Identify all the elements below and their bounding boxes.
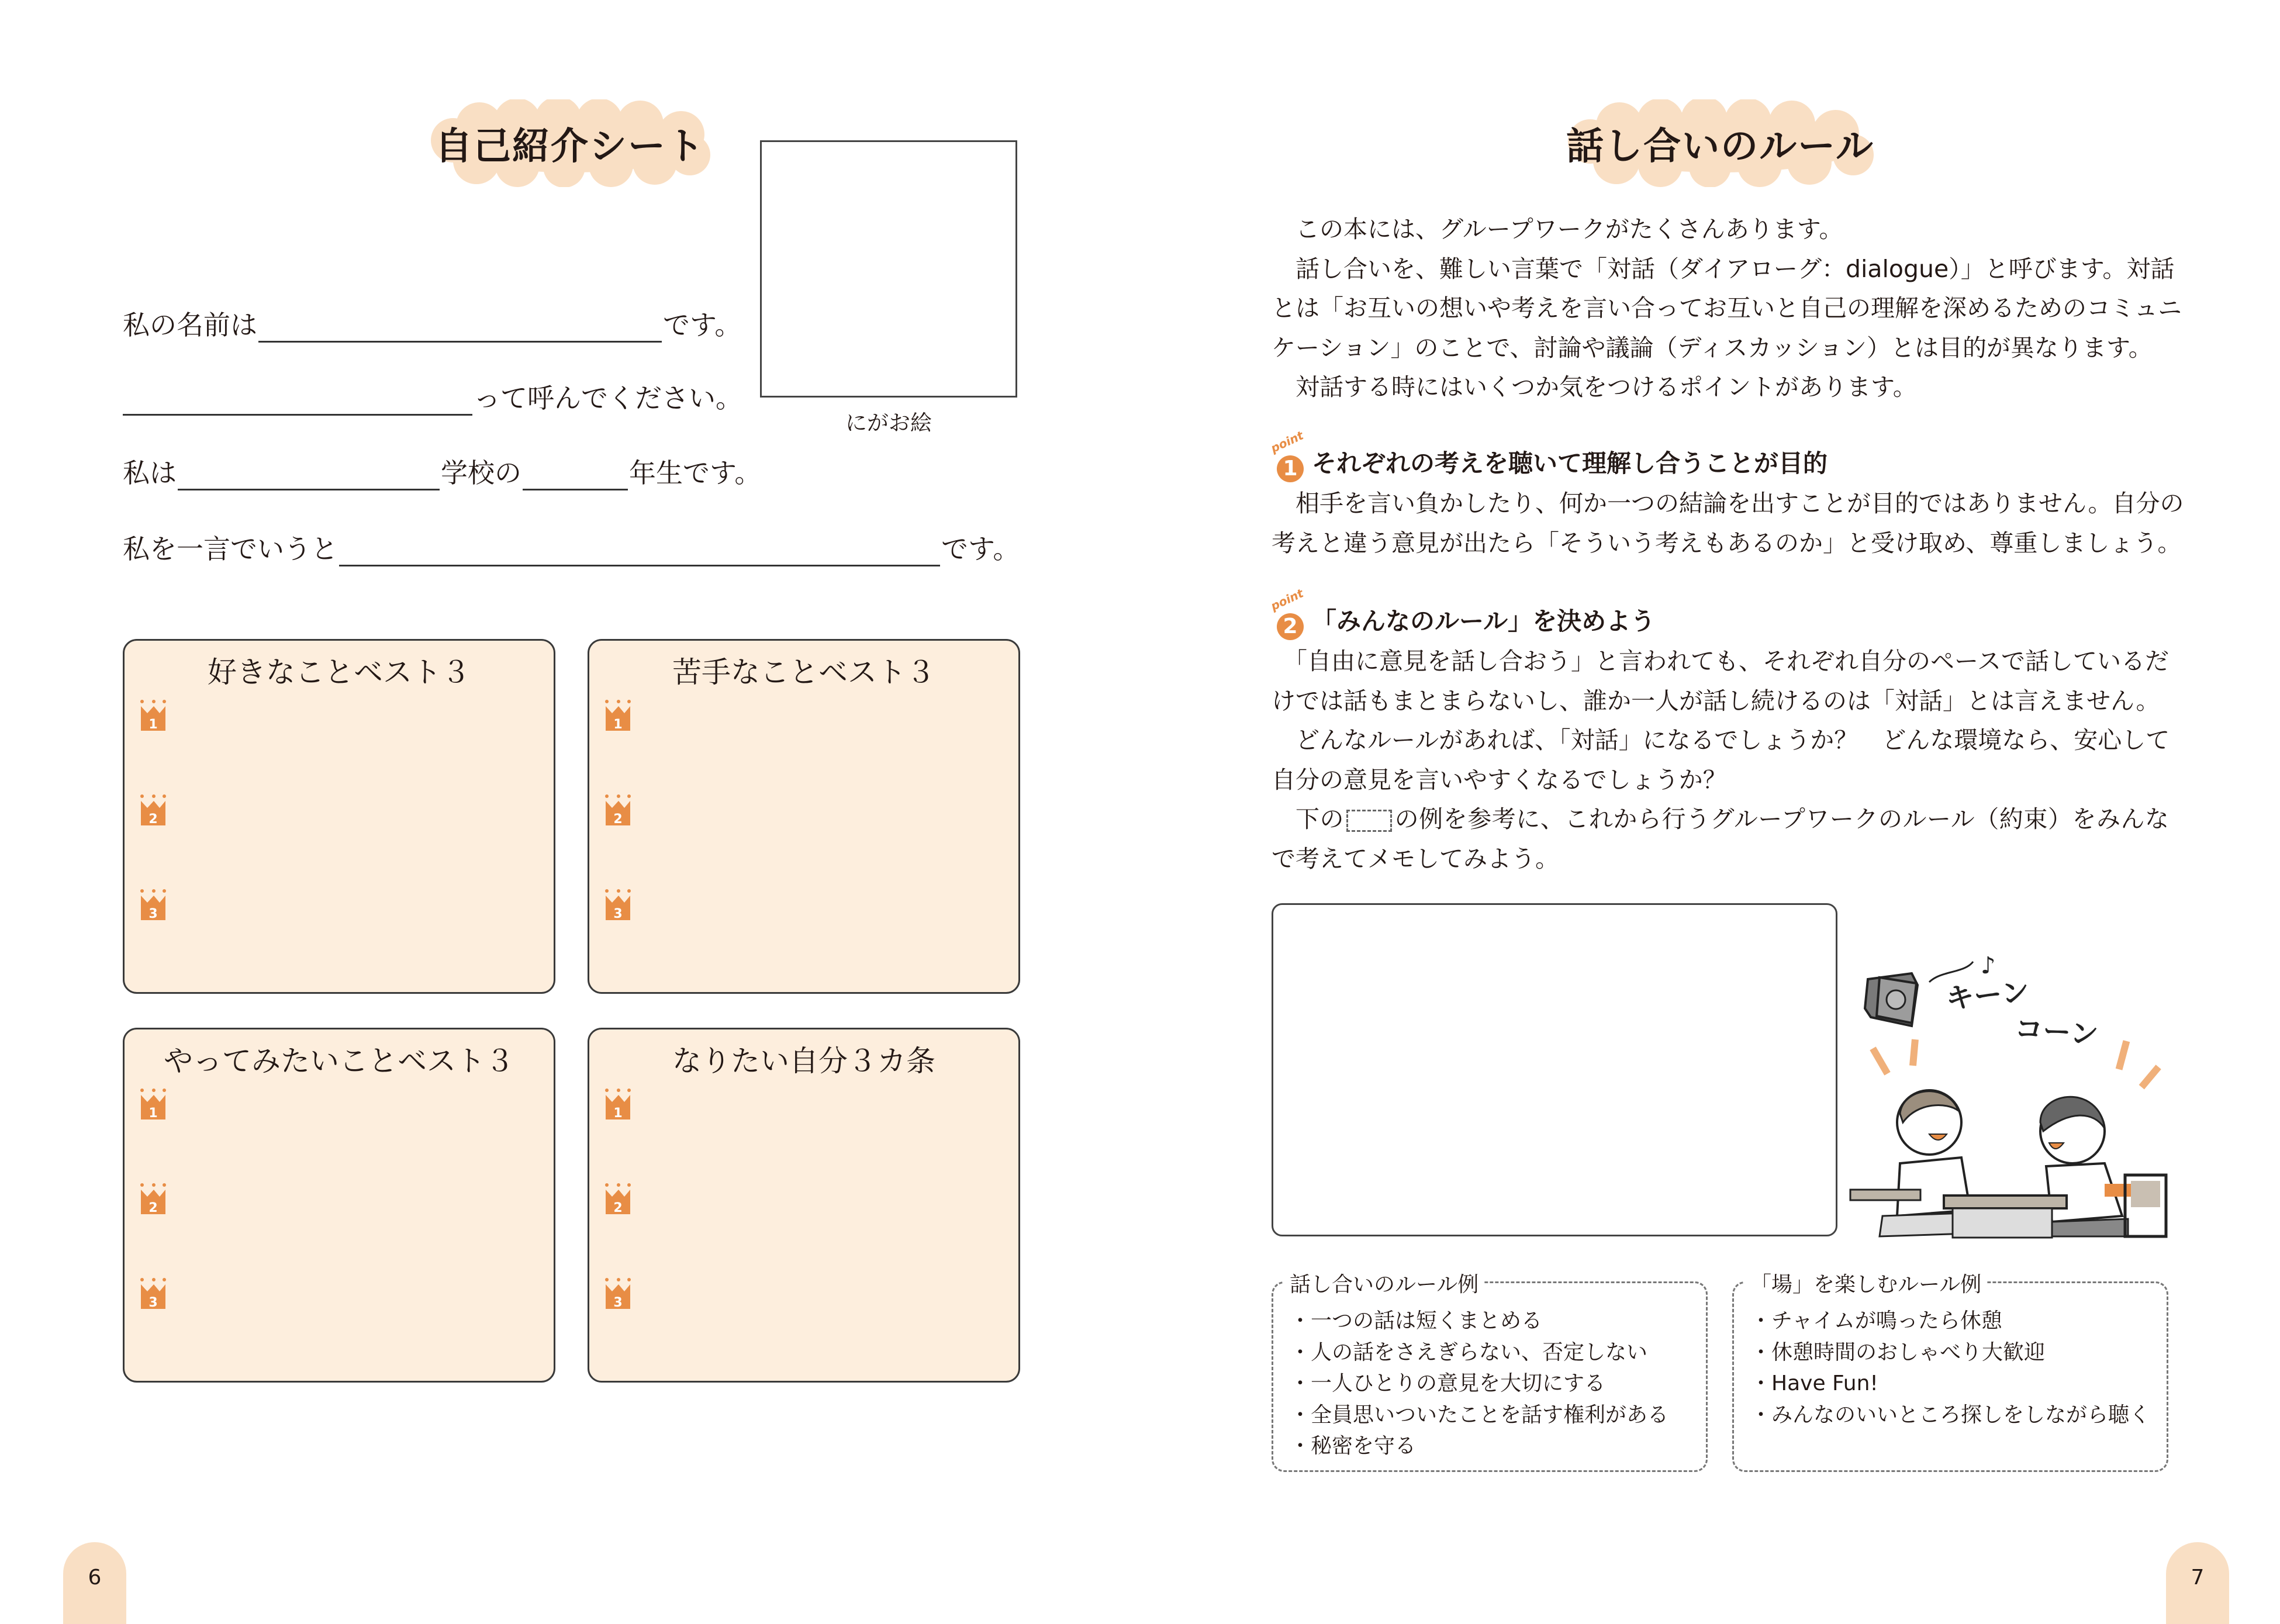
crown-rank-icon xyxy=(137,889,170,921)
svg-text:2: 2 xyxy=(613,1201,623,1215)
point-2-body xyxy=(1272,642,2169,879)
rule-item: ・ Have Fun! xyxy=(1750,1368,2150,1400)
svg-text:1: 1 xyxy=(613,1106,623,1121)
school-middle: 学校の xyxy=(441,457,521,489)
point-2-icon: point 2 xyxy=(1274,599,1307,640)
rule-item: ・ 一つの話は短くまとめる xyxy=(1290,1305,1668,1337)
rule-list xyxy=(1750,1305,2150,1430)
svg-text:2: 2 xyxy=(148,812,158,827)
crown-rank-icon xyxy=(602,699,635,732)
sound-text-2: コーン xyxy=(2013,1012,2100,1052)
grade-suffix: 年生です。 xyxy=(629,457,762,489)
dashed-box-icon xyxy=(1346,810,1392,832)
point-1-heading xyxy=(1268,428,1828,482)
point-heading-text: それぞれの考えを聴いて理解し合うことが目的 xyxy=(1312,449,1828,478)
body-line: けでは話もまとまらないし、誰か一人が話し続けるのは「対話」とは言えません。 xyxy=(1272,686,2160,715)
svg-text:3: 3 xyxy=(148,1295,158,1310)
rule-box-title: 話し合いのルール例 xyxy=(1284,1268,1484,1298)
svg-text:2: 2 xyxy=(148,1201,158,1215)
name-suffix: です。 xyxy=(663,309,742,341)
body-line: 考えと違う意見が出たら「そういう考えもあるのか」と受け取め、尊重しましょう。 xyxy=(1272,528,2182,557)
page-number: 6 xyxy=(88,1566,102,1590)
one-word-suffix: です。 xyxy=(941,533,1020,565)
title-badge-left xyxy=(424,99,716,187)
svg-text:3: 3 xyxy=(613,907,623,921)
intro-line: ケーション」のことで、討論や議論（ディスカッション）とは目的が異なります。 xyxy=(1272,333,2153,362)
speaker-icon xyxy=(1865,973,1918,1026)
emphasis-marks xyxy=(1870,1039,2161,1090)
crown-rank-icon xyxy=(137,794,170,827)
crown-rank-icon xyxy=(602,1183,635,1215)
intro-line: 対話する時にはいくつか気をつけるポイントがあります。 xyxy=(1296,373,1917,401)
grade-blank[interactable] xyxy=(523,462,628,490)
crown-rank-icon xyxy=(602,794,635,827)
rule-box-title: 「場」を楽しむルール例 xyxy=(1744,1268,1987,1298)
card-title: 苦手なことベスト３ xyxy=(672,655,935,689)
sound-text-1: キーン xyxy=(1944,975,2031,1015)
rule-item: ・ 秘密を守る xyxy=(1290,1430,1668,1462)
school-blank[interactable] xyxy=(178,462,440,490)
crown-rank-icon xyxy=(602,1277,635,1310)
page-number-tab-left xyxy=(63,1542,126,1624)
rule-list xyxy=(1290,1305,1668,1462)
body-line: で考えてメモしてみよう。 xyxy=(1272,844,1559,873)
name-blank[interactable] xyxy=(258,314,662,343)
instruction-before: 下の xyxy=(1296,805,1345,833)
crown-rank-icon xyxy=(137,1277,170,1310)
one-word-blank[interactable] xyxy=(339,538,940,566)
rule-item: ・ 一人ひとりの意見を大切にする xyxy=(1290,1368,1668,1400)
rule-box-enjoy xyxy=(1732,1273,2168,1472)
page-number-tab-right xyxy=(2166,1542,2229,1624)
crown-rank-icon xyxy=(602,889,635,921)
card-title: 好きなことベスト３ xyxy=(208,655,471,689)
card-title: なりたい自分３カ条 xyxy=(672,1044,935,1078)
title-badge-right xyxy=(1561,99,1880,187)
rule-item: ・ 休憩時間のおしゃべり大歓迎 xyxy=(1750,1337,2150,1369)
memo-area[interactable] xyxy=(1272,903,1837,1236)
rule-box-discussion xyxy=(1272,1273,1708,1472)
portrait-drawing-area[interactable] xyxy=(760,140,1017,398)
name-prefix: 私の名前は xyxy=(123,309,257,341)
point-2-heading xyxy=(1268,586,1656,640)
instruction-after: の例を参考に、これから行うグループワークのルール（約束）をみんな xyxy=(1394,805,2170,833)
intro-line: この本には、グループワークがたくさんあります。 xyxy=(1296,215,1843,243)
intro-line: 話し合いを、難しい言葉で「対話（ダイアローグ：dialogue）」と呼びます。対話 xyxy=(1296,254,2175,283)
body-line: どんなルールがあれば、「対話」になるでしょうか？ どんな環境なら、安心して xyxy=(1296,726,2170,754)
intro-line: とは「お互いの想いや考えを言い合ってお互いと自己の理解を深めるためのコミュニ xyxy=(1272,294,2182,322)
school-prefix: 私は xyxy=(123,457,177,489)
crown-rank-icon xyxy=(137,1088,170,1121)
svg-text:3: 3 xyxy=(613,1295,623,1310)
best-three-card[interactable] xyxy=(588,639,1020,994)
page-number: 7 xyxy=(2191,1566,2205,1590)
rule-item: ・ 全員思いついたことを話す権利がある xyxy=(1290,1400,1668,1431)
instruction-line xyxy=(1272,800,2169,839)
one-word-prefix: 私を一言でいうと xyxy=(123,533,338,565)
body-line: 相手を言い負かしたり、何か一つの結論を出すことが目的ではありません。自分の xyxy=(1296,489,2184,517)
card-title: やってみたいことベスト３ xyxy=(164,1044,514,1078)
svg-text:2: 2 xyxy=(613,812,623,827)
rule-item: ・ チャイムが鳴ったら休憩 xyxy=(1750,1305,2150,1337)
school-line xyxy=(123,452,761,490)
rule-item: ・ 人の話をさえぎらない、否定しない xyxy=(1290,1337,1668,1369)
nickname-suffix: って呼んでください。 xyxy=(474,382,742,414)
svg-text:3: 3 xyxy=(148,907,158,921)
body-line: 「自由に意見を話し合おう」と言われても、それぞれ自分のペースで話しているだ xyxy=(1283,647,2169,675)
best-three-card[interactable] xyxy=(123,639,555,994)
best-three-card[interactable] xyxy=(588,1028,1020,1383)
crown-rank-icon xyxy=(137,1183,170,1215)
point-1-body xyxy=(1272,484,2184,563)
svg-text:1: 1 xyxy=(148,1106,158,1121)
body-line: 自分の意見を言いやすくなるでしょうか？ xyxy=(1272,765,1727,794)
name-line xyxy=(123,304,741,343)
one-word-line xyxy=(123,528,1020,566)
point-1-icon: point 1 xyxy=(1274,441,1307,482)
chime-illustration xyxy=(1847,935,2198,1239)
page-title: 話し合いのルール xyxy=(1566,125,1874,168)
svg-text:1: 1 xyxy=(613,717,623,732)
crown-rank-icon xyxy=(602,1088,635,1121)
page-title: 自己紹介シート xyxy=(435,125,705,168)
nickname-line xyxy=(123,377,742,416)
svg-text:1: 1 xyxy=(148,717,158,732)
point-heading-text: 「みんなのルール」を決めよう xyxy=(1312,607,1656,635)
best-three-card[interactable] xyxy=(123,1028,555,1383)
rule-item: ・ みんなのいいところ探しをしながら聴く xyxy=(1750,1400,2150,1431)
music-note-icon: ♪ xyxy=(1981,952,1996,979)
crown-rank-icon xyxy=(137,699,170,732)
intro-paragraphs xyxy=(1272,210,2182,407)
nickname-blank[interactable] xyxy=(123,387,472,416)
portrait-caption: にがお絵 xyxy=(845,410,932,436)
